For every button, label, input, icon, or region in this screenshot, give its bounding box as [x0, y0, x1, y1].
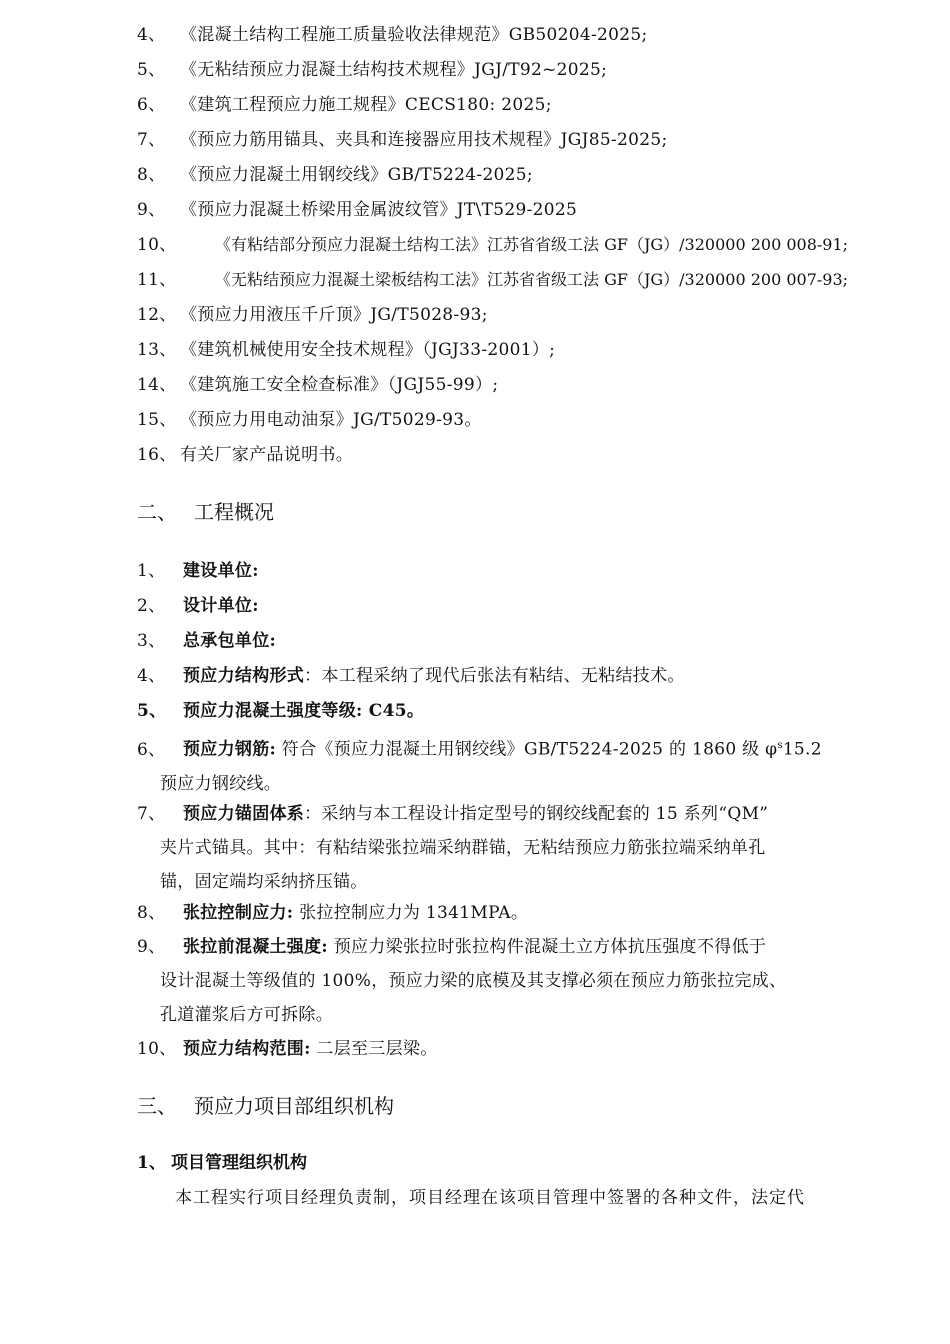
reference-item: 4、 《混凝土结构工程施工质量验收法律规范》GB50204-2025; [137, 25, 648, 45]
reference-item: 11、 《无粘结预应力混凝土梁板结构工法》江苏省省级工法 GF（JG）/320000 200 007-93; [137, 270, 849, 290]
reference-item: 12、 《预应力用液压千斤顶》JG/T5028-93; [137, 305, 488, 325]
overview-item: 5、 预应力混凝土强度等级: C45。 [137, 701, 425, 721]
reference-item: 16、 有关厂家产品说明书。 [137, 445, 353, 465]
reference-item: 13、 《建筑机械使用安全技术规程》（JGJ33-2001）; [137, 340, 556, 360]
reference-item: 5、 《无粘结预应力混凝土结构技术规程》JGJ/T92~2025; [137, 60, 608, 80]
overview-item: 4、 预应力结构形式：本工程采纳了现代后张法有粘结、无粘结技术。 [137, 666, 685, 686]
reference-item: 9、 《预应力混凝土桥梁用金属波纹管》JT\T529-2025 [137, 200, 578, 220]
reference-item: 7、 《预应力筋用锚具、夹具和连接器应用技术规程》JGJ85-2025; [137, 130, 668, 150]
body-paragraph: 本工程实行项目经理负责制，项目经理在该项目管理中签署的各种文件，法定代 [175, 1188, 805, 1208]
overview-item: 3、 总承包单位: [137, 631, 277, 651]
overview-item: 9、 张拉前混凝土强度: 预应力梁张拉时张拉构件混凝土立方体抗压强度不得低于 设计混凝土等级值的 100%，预应力梁的底模及其支撑必须在预应力筋张拉完成、 孔道灌浆后方可拆除。 [137, 937, 787, 1025]
reference-item: 10、 《有粘结部分预应力混凝土结构工法》江苏省省级工法 GF（JG）/320000 200 008-91; [137, 235, 849, 255]
reference-item: 8、 《预应力混凝土用钢绞线》GB/T5224-2025; [137, 165, 533, 185]
overview-item: 2、 设计单位: [137, 596, 259, 616]
reference-item: 14、 《建筑施工安全检查标准》（JGJ55-99）; [137, 375, 499, 395]
overview-item: 1、 建设单位: [137, 561, 259, 581]
overview-item: 8、 张拉控制应力: 张拉控制应力为 1341MPA。 [137, 903, 529, 923]
section-heading: 三、 预应力项目部组织机构 [137, 1094, 394, 1118]
overview-item: 6、 预应力钢筋: 符合《预应力混凝土用钢绞线》GB/T5224-2025 的 1860 级 $\varphi^s15.2$ 预应力钢绞线。 [137, 739, 822, 794]
reference-item: 6、 《建筑工程预应力施工规程》CECS180: 2025; [137, 95, 552, 115]
reference-item: 15、 《预应力用电动油泵》JG/T5029-93。 [137, 410, 482, 430]
overview-item: 10、 预应力结构范围: 二层至三层梁。 [137, 1039, 438, 1059]
overview-item: 7、 预应力锚固体系：采纳与本工程设计指定型号的钢绞线配套的 15 系列“QM” 夹片式锚具。其中：有粘结梁张拉端采纳群锚，无粘结预应力筋张拉端采纳单孔 锚，固定端均采纳挤压锚。 [137, 804, 769, 892]
subsection-heading: 1、 项目管理组织机构 [137, 1153, 307, 1173]
section-heading: 二、 工程概况 [137, 500, 274, 524]
